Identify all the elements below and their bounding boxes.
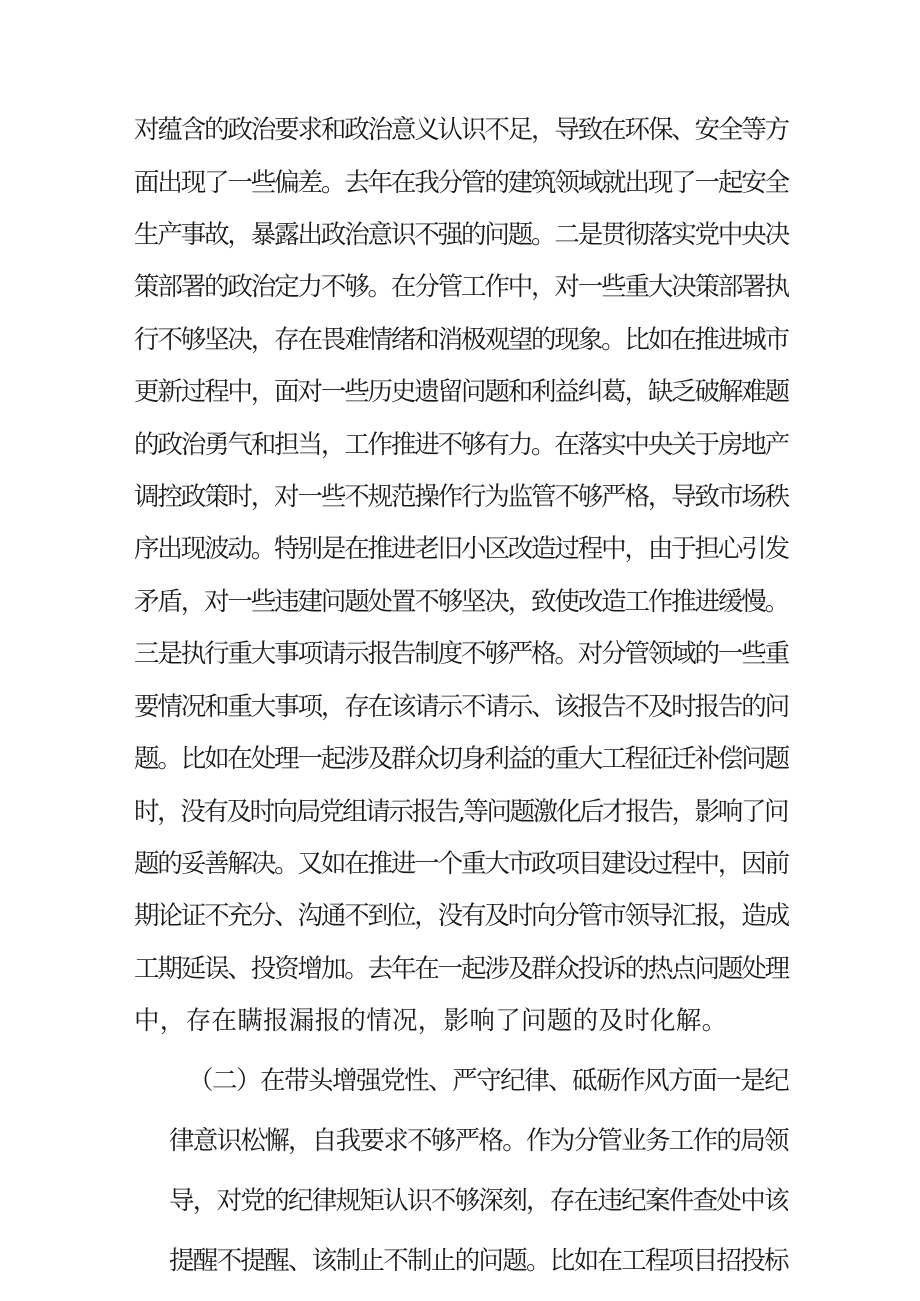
text-line: 的政治勇气和担当，工作推进不够有力。在落实中央关于房地产	[134, 430, 788, 460]
text-line: 策部署的政治定力不够。在分管工作中，对一些重大决策部署执	[134, 272, 788, 302]
text-line: 期论证不充分、沟通不到位，没有及时向分管市领导汇报，造成	[134, 901, 788, 931]
section-heading-line: （二）在带头增强党性、严守纪律、砥砺作风方面一是纪	[188, 1066, 789, 1096]
text-line: 行不够坚决，存在畏难情绪和消极观望的现象。比如在推进城市	[134, 325, 788, 355]
text-line: 更新过程中，面对一些历史遗留问题和利益纠葛，缺乏破解难题	[134, 377, 788, 407]
text-line: 序出现波动。特别是在推进老旧小区改造过程中，由于担心引发	[134, 534, 788, 564]
text-line: 矛盾，对一些违建问题处置不够坚决，致使改造工作推进缓慢。	[134, 587, 788, 617]
text-line: 律意识松懈，自我要求不够严格。作为分管业务工作的局领	[169, 1126, 788, 1156]
text-line: 调控政策时，对一些不规范操作行为监管不够严格，导致市场秩	[134, 482, 788, 512]
text-line: 三是执行重大事项请示报告制度不够严格。对分管领域的一些重	[134, 639, 788, 669]
text-line: 工期延误、投资增加。去年在一起涉及群众投诉的热点问题处理	[134, 954, 788, 984]
text-line: 对蕴含的政治要求和政治意义认识不足，导致在环保、安全等方	[134, 115, 788, 145]
text-line: 中，存在瞒报漏报的情况，影响了问题的及时化解。	[134, 1006, 728, 1036]
text-line: 面出现了一些偏差。去年在我分管的建筑领域就出现了一起安全	[134, 168, 788, 198]
text-line: 时，没有及时向局党组请示报告,等问题激化后才报告，影响了问	[134, 797, 788, 827]
text-line: 提醒不提醒、该制止不制止的问题。比如在工程项目招投标	[169, 1246, 788, 1276]
text-line: 要情况和重大事项，存在该请示不请示、该报告不及时报告的问	[134, 692, 788, 722]
text-line: 导，对党的纪律规矩认识不够深刻，存在违纪案件查处中该	[169, 1186, 788, 1216]
text-line: 生产事故，暴露出政治意识不强的问题。二是贯彻落实党中央决	[134, 220, 788, 250]
text-line: 题的妥善解决。又如在推进一个重大市政项目建设过程中，因前	[134, 849, 788, 879]
text-line: 题。比如在处理一起涉及群众切身利益的重大工程征迁补偿问题	[134, 744, 788, 774]
